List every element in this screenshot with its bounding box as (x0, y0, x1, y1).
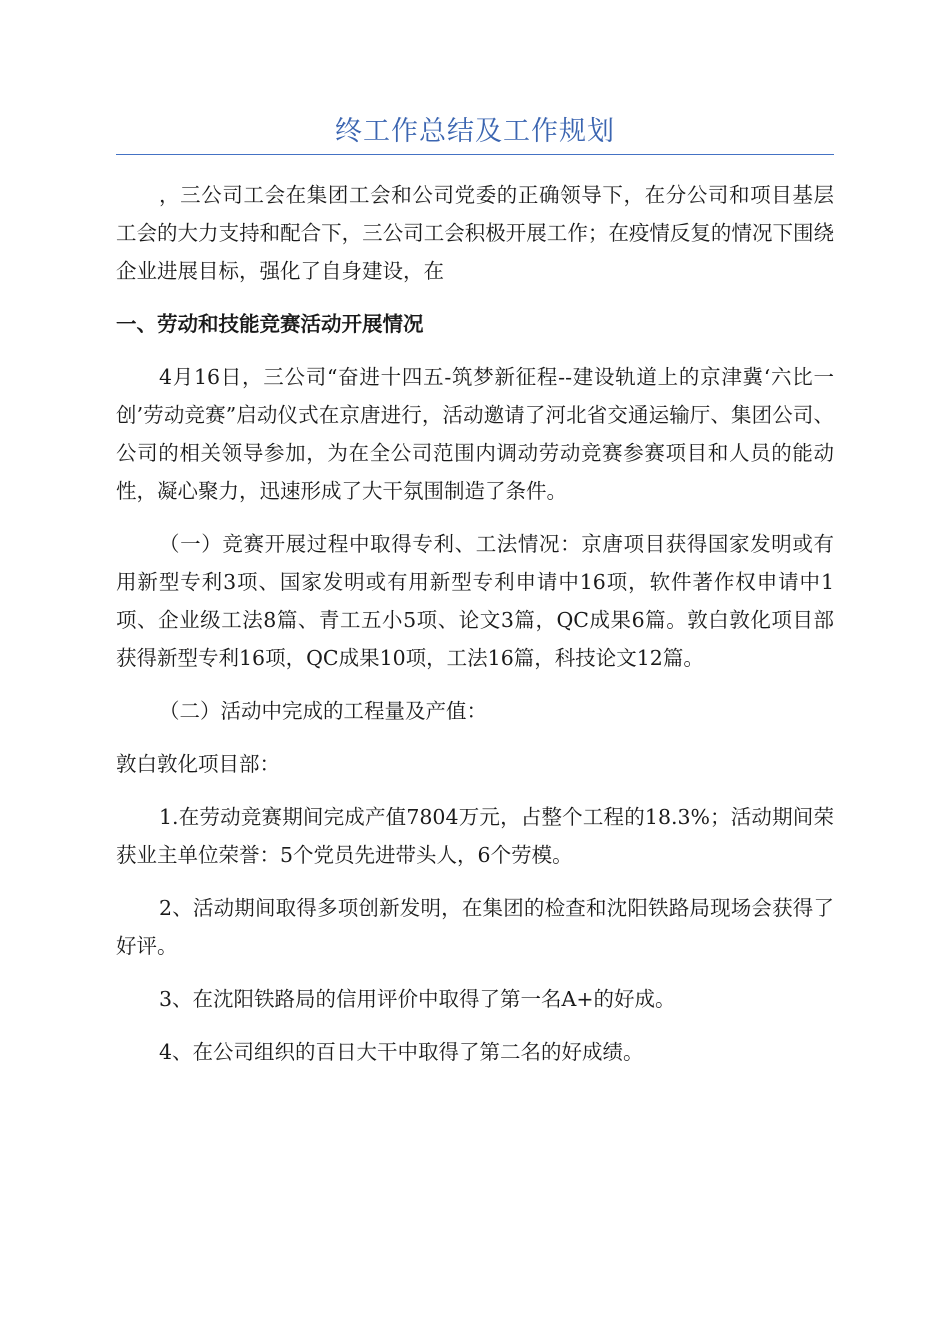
document-body (116, 176, 834, 1086)
launch-paragraph: 4月16日，三公司“奋进十四五-筑梦新征程--建设轨道上的京津冀‘六比一创’劳动竞赛”启动仪式在京唐进行，活动邀请了河北省交通运输厅、集团公司、公司的相关领导参加，为在全公司范围内调动劳动竞赛参赛项目和人员的能动性，凝心聚力，迅速形成了大干氛围制造了条件。 (116, 365, 834, 503)
list-item-2: 2、活动期间取得多项创新发明，在集团的检查和沈阳铁路局现场会获得了好评。 (116, 896, 834, 958)
document-title: 终工作总结及工作规划 (335, 116, 615, 147)
section-heading: 一、劳动和技能竞赛活动开展情况 (116, 312, 424, 336)
list-item-4: 4、在公司组织的百日大干中取得了第二名的好成绩。 (159, 1040, 644, 1064)
project-label: 敦白敦化项目部： (116, 752, 280, 776)
patents-paragraph: （一）竞赛开展过程中取得专利、工法情况：京唐项目获得国家发明或有用新型专利3项、国家发明或有用新型专利申请中16项，软件著作权申请中1项、企业级工法8篇、青工五小5项、论文3篇，QC成果6篇。敦白敦化项目部获得新型专利16项，QC成果10项，工法16篇，科技论文12篇。 (116, 532, 834, 670)
list-item-1: 1.在劳动竞赛期间完成产值7804万元，占整个工程的18.3%；活动期间荣获业主单位荣誉：5个党员先进带头人，6个劳模。 (116, 805, 834, 867)
title-divider (116, 154, 834, 155)
list-item-3: 3、在沈阳铁路局的信用评价中取得了第一名A+的好成。 (159, 987, 676, 1011)
output-subheading: （二）活动中完成的工程量及产值： (159, 699, 487, 723)
intro-paragraph: ，三公司工会在集团工会和公司党委的正确领导下，在分公司和项目基层工会的大力支持和配合下，三公司工会积极开展工作；在疫情反复的情况下围绕企业进展目标，强化了自身建设，在 (116, 183, 834, 283)
